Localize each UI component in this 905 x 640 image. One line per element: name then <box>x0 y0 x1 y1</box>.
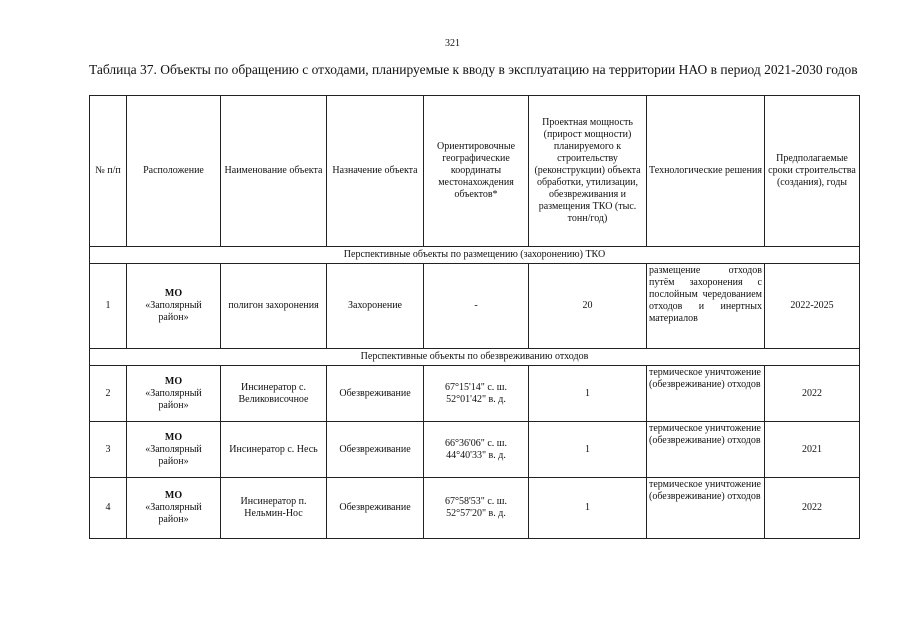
coords-line1: 67°58'53" с. ш. <box>444 496 508 507</box>
header-row <box>90 96 860 247</box>
row-location <box>127 264 221 349</box>
row-purpose: Обезвреживание <box>327 478 424 539</box>
header-location: Расположение <box>127 96 221 247</box>
row-num: 2 <box>90 366 127 422</box>
page-number: 321 <box>445 38 460 49</box>
header-purpose: Назначение объекта <box>327 96 424 247</box>
row-capacity: 1 <box>529 478 647 539</box>
coords-line2: 44°40'33" в. д. <box>446 449 506 461</box>
location-line1: МО <box>164 375 183 387</box>
location-line1: МО <box>164 490 183 501</box>
table-row <box>90 366 860 422</box>
header-name: Наименование объекта <box>221 96 327 247</box>
table-caption: Таблица 37. Объекты по обращению с отходами, планируемые к вводу в эксплуатацию на территории НАО в период 2021-2030 годов <box>89 62 858 77</box>
row-coords <box>424 478 529 539</box>
table-row <box>90 478 860 539</box>
location-line1: МО <box>164 431 183 443</box>
row-terms: 2022 <box>765 366 860 422</box>
row-tech: термическое уничтожение (обезвреживание) отходов <box>647 422 765 478</box>
row-terms: 2022 <box>765 478 860 539</box>
header-coords: Ориентировочные географические координаты местонахождения объектов* <box>424 96 529 247</box>
row-coords <box>424 422 529 478</box>
row-num: 4 <box>90 478 127 539</box>
coords-line1: 67°15'14" с. ш. <box>444 381 508 393</box>
row-purpose: Обезвреживание <box>327 366 424 422</box>
location-line2: «Заполярный район» <box>145 502 202 525</box>
row-coords <box>424 264 529 349</box>
waste-facilities-table <box>89 95 860 539</box>
row-location <box>127 366 221 422</box>
table-row <box>90 264 860 349</box>
row-terms: 2022-2025 <box>765 264 860 349</box>
header-num: № п/п <box>90 96 127 247</box>
row-tech: термическое уничтожение (обезвреживание) отходов <box>647 478 765 539</box>
row-location <box>127 478 221 539</box>
header-terms: Предполагаемые сроки строительства (создания), годы <box>765 96 860 247</box>
row-capacity: 20 <box>529 264 647 349</box>
section-row <box>90 349 860 366</box>
row-coords <box>424 366 529 422</box>
location-line2: «Заполярный район» <box>145 443 202 467</box>
row-name: полигон захоронения <box>221 264 327 349</box>
table-row <box>90 422 860 478</box>
row-purpose: Обезвреживание <box>327 422 424 478</box>
section-heading: Перспективные объекты по обезвреживанию отходов <box>90 349 860 366</box>
coords-line1: 66°36'06" с. ш. <box>444 437 508 449</box>
row-capacity: 1 <box>529 366 647 422</box>
row-location <box>127 422 221 478</box>
header-tech: Технологические решения <box>647 96 765 247</box>
row-terms: 2021 <box>765 422 860 478</box>
coords-line1: - <box>474 300 478 311</box>
location-line2: «Заполярный район» <box>145 387 202 411</box>
coords-line2: 52°57'20" в. д. <box>446 508 506 519</box>
row-name: Инсинератор с. Великовисочное <box>221 366 327 422</box>
section-row <box>90 247 860 264</box>
row-purpose: Захоронение <box>327 264 424 349</box>
section-heading: Перспективные объекты по размещению (захоронению) ТКО <box>90 247 860 264</box>
row-capacity: 1 <box>529 422 647 478</box>
row-num: 3 <box>90 422 127 478</box>
location-line1: МО <box>164 288 183 299</box>
row-name: Инсинератор п. Нельмин-Нос <box>221 478 327 539</box>
row-tech: термическое уничтожение (обезвреживание) отходов <box>647 366 765 422</box>
row-num: 1 <box>90 264 127 349</box>
row-tech: размещение отходов путём захоронения с послойным чередованием отходов и инертных материалов <box>647 264 765 349</box>
coords-line2: 52°01'42" в. д. <box>446 393 506 405</box>
location-line2: «Заполярный район» <box>145 300 202 323</box>
row-name: Инсинератор с. Несь <box>221 422 327 478</box>
header-capacity: Проектная мощность (прирост мощности) планируемого к строительству (реконструкции) объекта обработки, утилизации, обезвреживания и размещения ТКО (тыс. тонн/год) <box>529 96 647 247</box>
